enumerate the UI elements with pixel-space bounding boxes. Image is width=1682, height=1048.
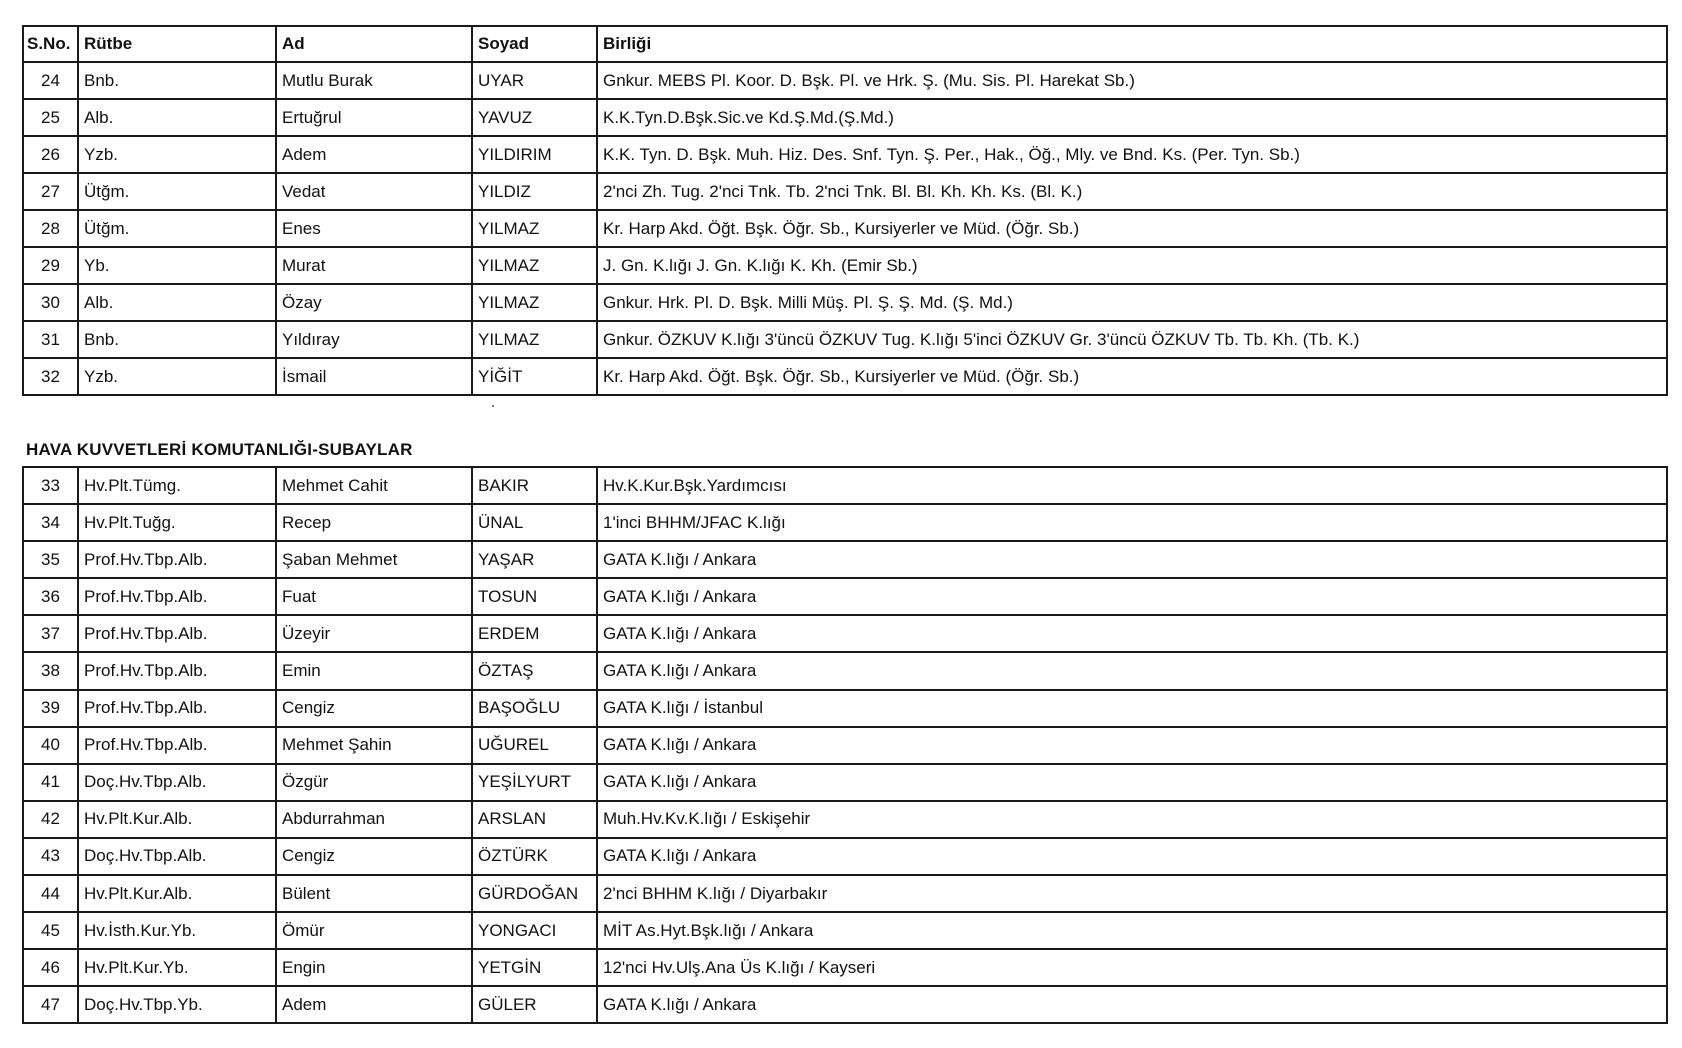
cell-unit: Gnkur. ÖZKUV K.lığı 3'üncü ÖZKUV Tug. K.lığı 5'inci ÖZKUV Gr. 3'üncü ÖZKUV Tb. Tb. Kh. (Tb. K.)	[597, 321, 1667, 358]
cell-unit: 2'nci Zh. Tug. 2'nci Tnk. Tb. 2'nci Tnk. Bl. Bl. Kh. Kh. Ks. (Bl. K.)	[597, 173, 1667, 210]
cell-rank: Alb.	[78, 99, 276, 136]
cell-first-name: İsmail	[276, 358, 472, 395]
cell-sno: 33	[23, 467, 78, 504]
cell-rank: Hv.İsth.Kur.Yb.	[78, 912, 276, 949]
cell-rank: Yzb.	[78, 136, 276, 173]
cell-rank: Ütğm.	[78, 173, 276, 210]
cell-rank: Hv.Plt.Kur.Alb.	[78, 801, 276, 838]
cell-first-name: Üzeyir	[276, 615, 472, 652]
cell-unit: Gnkur. MEBS Pl. Koor. D. Bşk. Pl. ve Hrk. Ş. (Mu. Sis. Pl. Harekat Sb.)	[597, 62, 1667, 99]
cell-first-name: Enes	[276, 210, 472, 247]
cell-sno: 36	[23, 578, 78, 615]
cell-rank: Doç.Hv.Tbp.Alb.	[78, 764, 276, 801]
table-header-row	[23, 26, 1667, 62]
cell-last-name: YILDIZ	[472, 173, 597, 210]
table-row	[23, 62, 1667, 99]
cell-first-name: Bülent	[276, 875, 472, 912]
cell-sno: 30	[23, 284, 78, 321]
cell-rank: Prof.Hv.Tbp.Alb.	[78, 541, 276, 578]
table-row	[23, 578, 1667, 615]
cell-rank: Prof.Hv.Tbp.Alb.	[78, 615, 276, 652]
cell-first-name: Ömür	[276, 912, 472, 949]
table-row	[23, 875, 1667, 912]
table-row	[23, 541, 1667, 578]
cell-first-name: Cengiz	[276, 838, 472, 875]
cell-unit: Gnkur. Hrk. Pl. D. Bşk. Milli Müş. Pl. Ş. Ş. Md. (Ş. Md.)	[597, 284, 1667, 321]
section-title: HAVA KUVVETLERİ KOMUTANLIĞI-SUBAYLAR	[26, 440, 413, 459]
cell-rank: Bnb.	[78, 321, 276, 358]
table-row	[23, 210, 1667, 247]
cell-unit: Kr. Harp Akd. Öğt. Bşk. Öğr. Sb., Kursiyerler ve Müd. (Öğr. Sb.)	[597, 358, 1667, 395]
cell-first-name: Vedat	[276, 173, 472, 210]
cell-last-name: YONGACI	[472, 912, 597, 949]
personnel-table-air-force	[22, 466, 1668, 1024]
cell-sno: 28	[23, 210, 78, 247]
header-unit: Birliği	[597, 26, 1667, 62]
cell-sno: 39	[23, 690, 78, 727]
table-row	[23, 727, 1667, 764]
cell-last-name: ARSLAN	[472, 801, 597, 838]
cell-unit: Muh.Hv.Kv.K.lığı / Eskişehir	[597, 801, 1667, 838]
table-row	[23, 173, 1667, 210]
cell-first-name: Mehmet Cahit	[276, 467, 472, 504]
cell-rank: Yzb.	[78, 358, 276, 395]
cell-rank: Ütğm.	[78, 210, 276, 247]
cell-last-name: YILMAZ	[472, 321, 597, 358]
cell-first-name: Cengiz	[276, 690, 472, 727]
cell-unit: GATA K.lığı / Ankara	[597, 764, 1667, 801]
cell-first-name: Fuat	[276, 578, 472, 615]
cell-first-name: Özay	[276, 284, 472, 321]
table-row	[23, 912, 1667, 949]
cell-rank: Hv.Plt.Tuğg.	[78, 504, 276, 541]
table-row	[23, 321, 1667, 358]
cell-first-name: Ertuğrul	[276, 99, 472, 136]
cell-last-name: YILDIRIM	[472, 136, 597, 173]
cell-sno: 27	[23, 173, 78, 210]
cell-sno: 41	[23, 764, 78, 801]
cell-sno: 29	[23, 247, 78, 284]
table-row	[23, 949, 1667, 986]
table-row	[23, 652, 1667, 689]
cell-sno: 46	[23, 949, 78, 986]
cell-unit: GATA K.lığı / Ankara	[597, 986, 1667, 1023]
cell-first-name: Murat	[276, 247, 472, 284]
cell-rank: Alb.	[78, 284, 276, 321]
cell-sno: 43	[23, 838, 78, 875]
cell-rank: Prof.Hv.Tbp.Alb.	[78, 690, 276, 727]
cell-last-name: BAKIR	[472, 467, 597, 504]
cell-first-name: Mutlu Burak	[276, 62, 472, 99]
cell-unit: Kr. Harp Akd. Öğt. Bşk. Öğr. Sb., Kursiyerler ve Müd. (Öğr. Sb.)	[597, 210, 1667, 247]
cell-rank: Prof.Hv.Tbp.Alb.	[78, 652, 276, 689]
cell-first-name: Yıldıray	[276, 321, 472, 358]
cell-unit: MİT As.Hyt.Bşk.lığı / Ankara	[597, 912, 1667, 949]
cell-unit: GATA K.lığı / Ankara	[597, 578, 1667, 615]
cell-sno: 40	[23, 727, 78, 764]
header-rank: Rütbe	[78, 26, 276, 62]
cell-rank: Hv.Plt.Kur.Yb.	[78, 949, 276, 986]
table-row	[23, 247, 1667, 284]
cell-unit: GATA K.lığı / Ankara	[597, 652, 1667, 689]
cell-unit: J. Gn. K.lığı J. Gn. K.lığı K. Kh. (Emir Sb.)	[597, 247, 1667, 284]
cell-rank: Yb.	[78, 247, 276, 284]
cell-unit: GATA K.lığı / Ankara	[597, 838, 1667, 875]
scan-speck	[492, 405, 494, 407]
cell-rank: Hv.Plt.Kur.Alb.	[78, 875, 276, 912]
cell-sno: 32	[23, 358, 78, 395]
cell-last-name: ERDEM	[472, 615, 597, 652]
cell-sno: 44	[23, 875, 78, 912]
table-row	[23, 986, 1667, 1023]
cell-first-name: Engin	[276, 949, 472, 986]
table-row	[23, 358, 1667, 395]
cell-first-name: Özgür	[276, 764, 472, 801]
table-row	[23, 801, 1667, 838]
cell-first-name: Adem	[276, 136, 472, 173]
cell-sno: 47	[23, 986, 78, 1023]
cell-sno: 37	[23, 615, 78, 652]
cell-unit: GATA K.lığı / Ankara	[597, 615, 1667, 652]
cell-last-name: YEŞİLYURT	[472, 764, 597, 801]
cell-unit: K.K. Tyn. D. Bşk. Muh. Hiz. Des. Snf. Tyn. Ş. Per., Hak., Öğ., Mly. ve Bnd. Ks. (Per. Tyn. Sb.)	[597, 136, 1667, 173]
cell-first-name: Şaban Mehmet	[276, 541, 472, 578]
table-row	[23, 504, 1667, 541]
header-last-name: Soyad	[472, 26, 597, 62]
cell-first-name: Emin	[276, 652, 472, 689]
cell-last-name: GÜLER	[472, 986, 597, 1023]
cell-last-name: YAVUZ	[472, 99, 597, 136]
cell-last-name: ÖZTAŞ	[472, 652, 597, 689]
header-sno: S.No.	[23, 26, 78, 62]
cell-rank: Prof.Hv.Tbp.Alb.	[78, 578, 276, 615]
cell-last-name: YILMAZ	[472, 284, 597, 321]
cell-first-name: Adem	[276, 986, 472, 1023]
cell-sno: 34	[23, 504, 78, 541]
cell-first-name: Abdurrahman	[276, 801, 472, 838]
table-row	[23, 467, 1667, 504]
cell-unit: 12'nci Hv.Ulş.Ana Üs K.lığı / Kayseri	[597, 949, 1667, 986]
cell-rank: Prof.Hv.Tbp.Alb.	[78, 727, 276, 764]
cell-unit: 1'inci BHHM/JFAC K.lığı	[597, 504, 1667, 541]
cell-rank: Doç.Hv.Tbp.Alb.	[78, 838, 276, 875]
cell-rank: Doç.Hv.Tbp.Yb.	[78, 986, 276, 1023]
cell-last-name: YILMAZ	[472, 247, 597, 284]
cell-sno: 42	[23, 801, 78, 838]
table-row	[23, 136, 1667, 173]
cell-unit: Hv.K.Kur.Bşk.Yardımcısı	[597, 467, 1667, 504]
cell-last-name: YETGİN	[472, 949, 597, 986]
personnel-table-land-forces	[22, 25, 1668, 396]
cell-rank: Hv.Plt.Tümg.	[78, 467, 276, 504]
cell-last-name: ÖZTÜRK	[472, 838, 597, 875]
cell-last-name: YAŞAR	[472, 541, 597, 578]
cell-last-name: UYAR	[472, 62, 597, 99]
cell-sno: 25	[23, 99, 78, 136]
table-row	[23, 690, 1667, 727]
cell-last-name: BAŞOĞLU	[472, 690, 597, 727]
cell-last-name: YİĞİT	[472, 358, 597, 395]
table-row	[23, 838, 1667, 875]
cell-sno: 31	[23, 321, 78, 358]
cell-first-name: Recep	[276, 504, 472, 541]
table-row	[23, 764, 1667, 801]
cell-last-name: ÜNAL	[472, 504, 597, 541]
cell-unit: GATA K.lığı / Ankara	[597, 541, 1667, 578]
cell-sno: 24	[23, 62, 78, 99]
cell-sno: 26	[23, 136, 78, 173]
header-first-name: Ad	[276, 26, 472, 62]
cell-unit: GATA K.lığı / Ankara	[597, 727, 1667, 764]
cell-unit: 2'nci BHHM K.lığı / Diyarbakır	[597, 875, 1667, 912]
cell-unit: K.K.Tyn.D.Bşk.Sic.ve Kd.Ş.Md.(Ş.Md.)	[597, 99, 1667, 136]
cell-first-name: Mehmet Şahin	[276, 727, 472, 764]
cell-last-name: TOSUN	[472, 578, 597, 615]
table-row	[23, 99, 1667, 136]
cell-sno: 38	[23, 652, 78, 689]
cell-last-name: UĞUREL	[472, 727, 597, 764]
cell-unit: GATA K.lığı / İstanbul	[597, 690, 1667, 727]
table-row	[23, 284, 1667, 321]
cell-last-name: GÜRDOĞAN	[472, 875, 597, 912]
table-row	[23, 615, 1667, 652]
cell-sno: 45	[23, 912, 78, 949]
cell-sno: 35	[23, 541, 78, 578]
cell-last-name: YILMAZ	[472, 210, 597, 247]
cell-rank: Bnb.	[78, 62, 276, 99]
